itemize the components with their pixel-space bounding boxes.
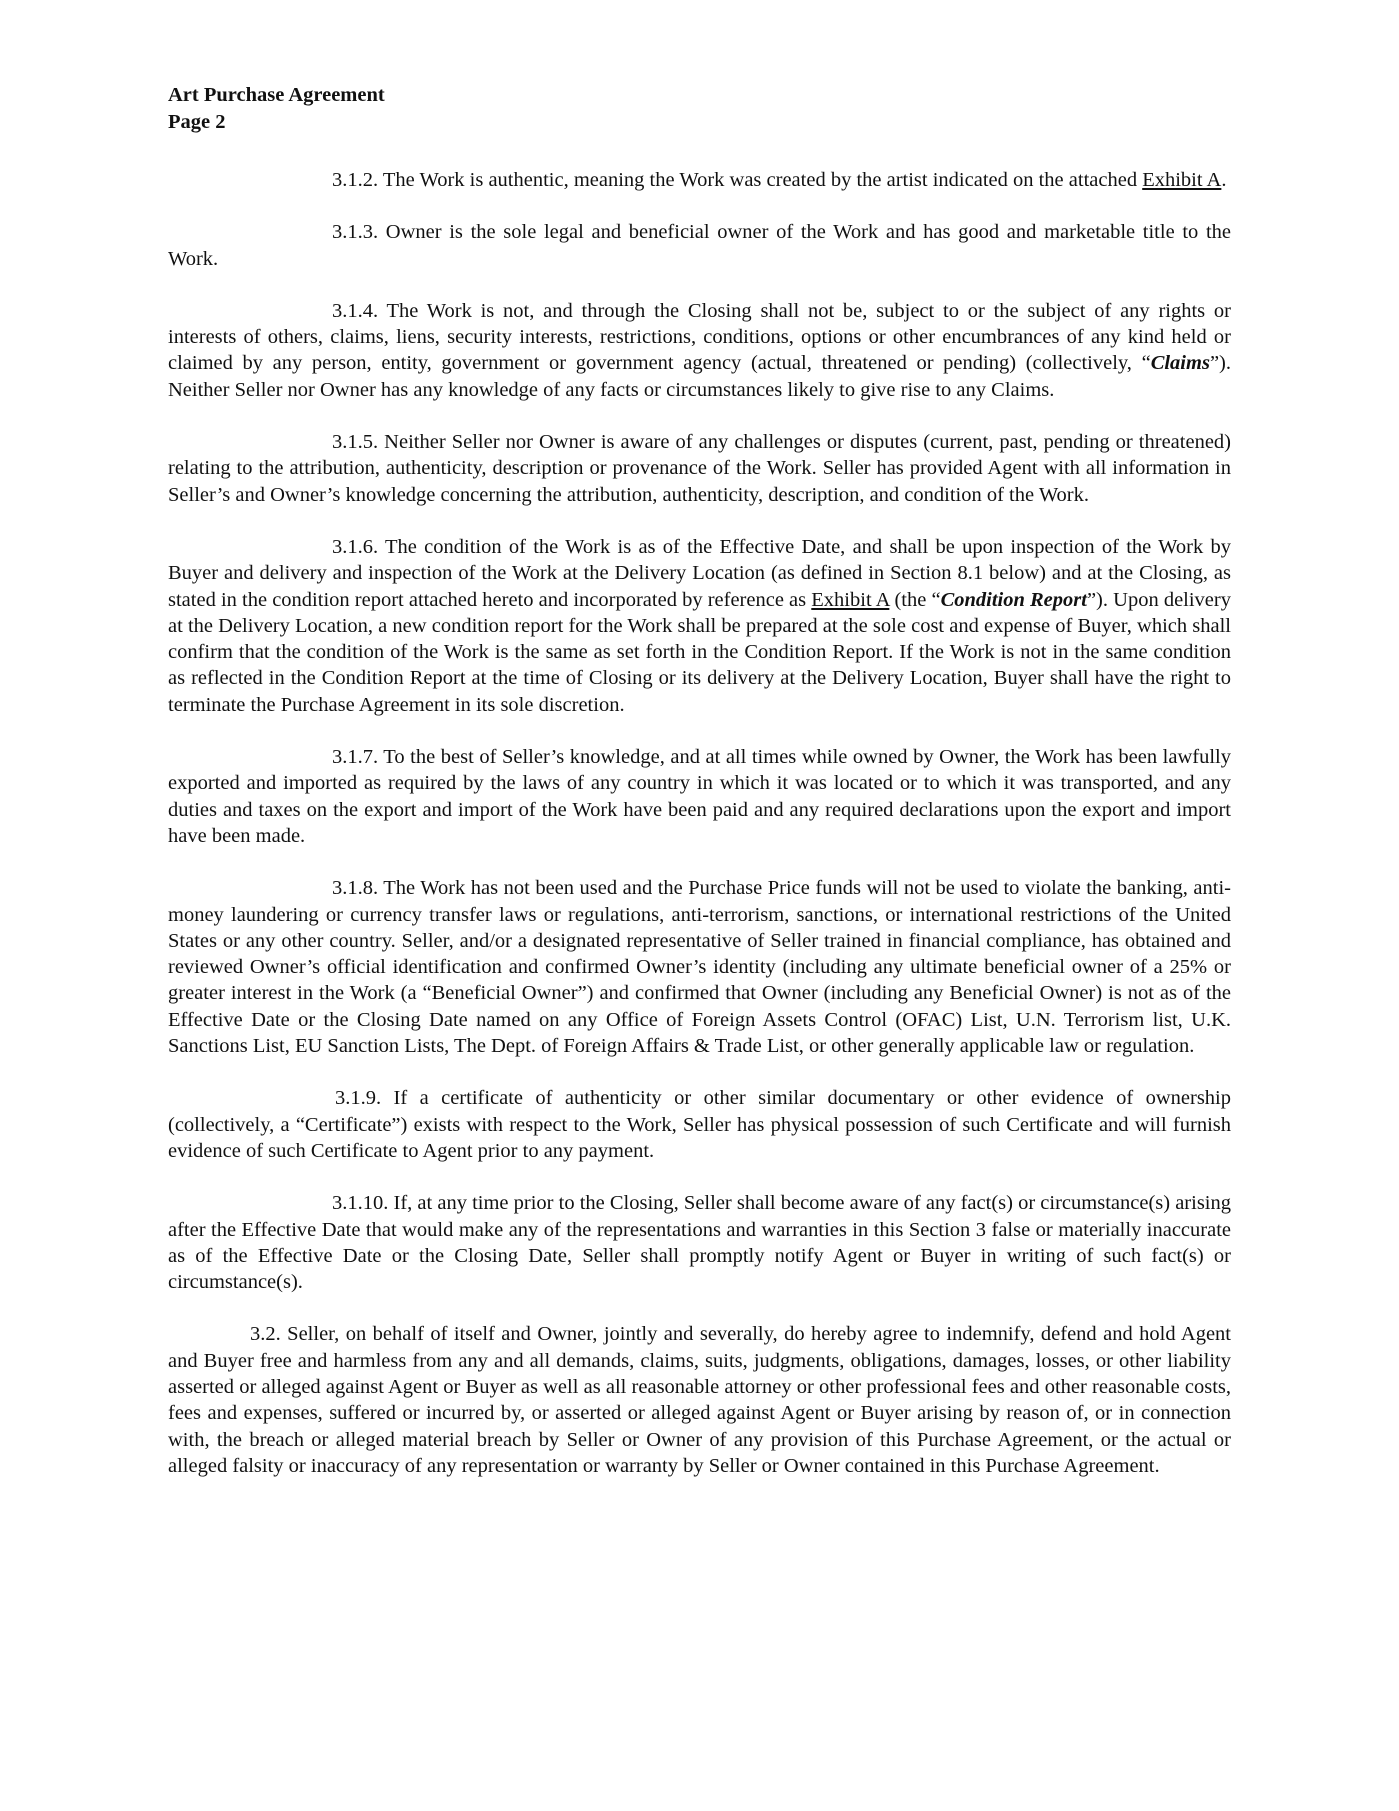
section-3-1-3: 3.1.3. Owner is the sole legal and beneficial owner of the Work and has good and marketable title to the Work. [168, 221, 1231, 270]
defined-term-condition-report: Condition Report [940, 588, 1087, 611]
section-3-1-5: 3.1.5. Neither Seller nor Owner is aware of any challenges or disputes (current, past, pending or threatened) relating to the attribution, authenticity, description or provenance of the Work. Seller has provided Agent with all information in Seller’s and Owner’s knowledge concerning the attribution, authenticity, description, and condition of the Work. [168, 431, 1231, 506]
section-3-1-2 [168, 167, 1231, 193]
section-3-1-8: 3.1.8. The Work has not been used and the Purchase Price funds will not be used to violate the banking, anti-money laundering or currency transfer laws or regulations, anti-terrorism, sanctions, or international restrictions of the United States or any other country. Seller, and/or a designated representative of Seller trained in financial compliance, has obtained and reviewed Owner’s official identification and confirmed Owner’s identity (including any ultimate beneficial owner of a 25% or greater interest in the Work (a “Beneficial Owner”) and confirmed that Owner (including any Beneficial Owner) is not as of the Effective Date or the Closing Date named on any Office of Foreign Assets Control (OFAC) List, U.N. Terrorism list, U.K. Sanctions List, EU Sanction Lists, The Dept. of Foreign Affairs & Trade List, or other generally applicable law or regulation. [168, 877, 1231, 1058]
section-3-1-10: 3.1.10. If, at any time prior to the Closing, Seller shall become aware of any fact(s) or circumstance(s) arising after the Effective Date that would make any of the representations and warranties in this Section 3 false or materially inaccurate as of the Effective Date or the Closing Date, Seller shall promptly notify Agent or Buyer in writing of such fact(s) or circumstance(s). [168, 1192, 1231, 1294]
section-3-1-4-text-a: 3.1.4. The Work is not, and through the Closing shall not be, subject to or the subject of any rights or interests of others, claims, liens, security interests, restrictions, conditions, options or other encumbrances of any kind held or claimed by any person, entity, government or government agency (actual, threatened or pending) (collectively, “ [168, 299, 1231, 375]
section-3-1-6 [168, 534, 1231, 718]
section-3-1-6-text-a: 3.1.6. The condition of the Work is as of the Effective Date, and shall be upon inspection of the Work by Buyer and delivery and inspection of the Work at the Delivery Location (as defined in Section 8.1 below) and at the Closing, as stated in the condition report attached hereto and incorporated by reference as [168, 535, 1231, 611]
document-title: Art Purchase Agreement [168, 84, 385, 106]
section-3-1-2-text: 3.1.2. The Work is authentic, meaning the Work was created by the artist indicated on the attached [332, 169, 1143, 191]
section-3-1-9: 3.1.9. If a certificate of authenticity or other similar documentary or other evidence of ownership (collectively, a “Certificate”) exists with respect to the Work, Seller has physical possession of such Certificate and will furnish evidence of such Certificate to Agent prior to any payment. [168, 1087, 1231, 1162]
section-3-1-7: 3.1.7. To the best of Seller’s knowledge, and at all times while owned by Owner, the Work has been lawfully exported and imported as required by the laws of any country in which it was located or to which it was transported, and any duties and taxes on the export and import of the Work have been paid and any required declarations upon the export and import have been made. [168, 746, 1231, 847]
section-3-2: 3.2. Seller, on behalf of itself and Owner, jointly and severally, do hereby agree to indemnify, defend and hold Agent and Buyer free and harmless from any and all demands, claims, suits, judgments, obligations, damages, losses, or other liability asserted or alleged against Agent or Buyer as well as all reasonable attorney or other professional fees and other reasonable costs, fees and expenses, suffered or incurred by, or asserted or alleged against Agent or Buyer arising by reason of, or in connection with, the breach or alleged material breach by Seller or Owner of any provision of this Purchase Agreement, or the actual or alleged falsity or inaccuracy of any representation or warranty by Seller or Owner contained in this Purchase Agreement. [168, 1323, 1231, 1477]
section-3-1-6-text-c: ”). Upon delivery at the Delivery Location, a new condition report for the Work shall be prepared at the sole cost and expense of Buyer, which shall confirm that the condition of the Work is the same as set forth in the Condition Report. If the Work is not in the same condition as reflected in the Condition Report at the time of Closing or its delivery at the Delivery Location, Buyer shall have the right to terminate the Purchase Agreement in its sole discretion. [168, 588, 1231, 716]
page-number: Page 2 [168, 111, 226, 133]
section-3-1-4-text-b: ”). Neither Seller nor Owner has any knowledge of any facts or circumstances likely to give rise to any Claims. [168, 352, 1231, 401]
section-3-1-4 [168, 298, 1231, 403]
document-body [168, 167, 1231, 1479]
exhibit-a-reference: Exhibit A [1142, 169, 1222, 191]
defined-term-claims: Claims [1150, 352, 1210, 375]
exhibit-a-reference-2: Exhibit A [811, 588, 890, 611]
section-3-1-2-end: . [1221, 169, 1227, 191]
section-3-1-6-text-b: (the “ [889, 588, 941, 611]
